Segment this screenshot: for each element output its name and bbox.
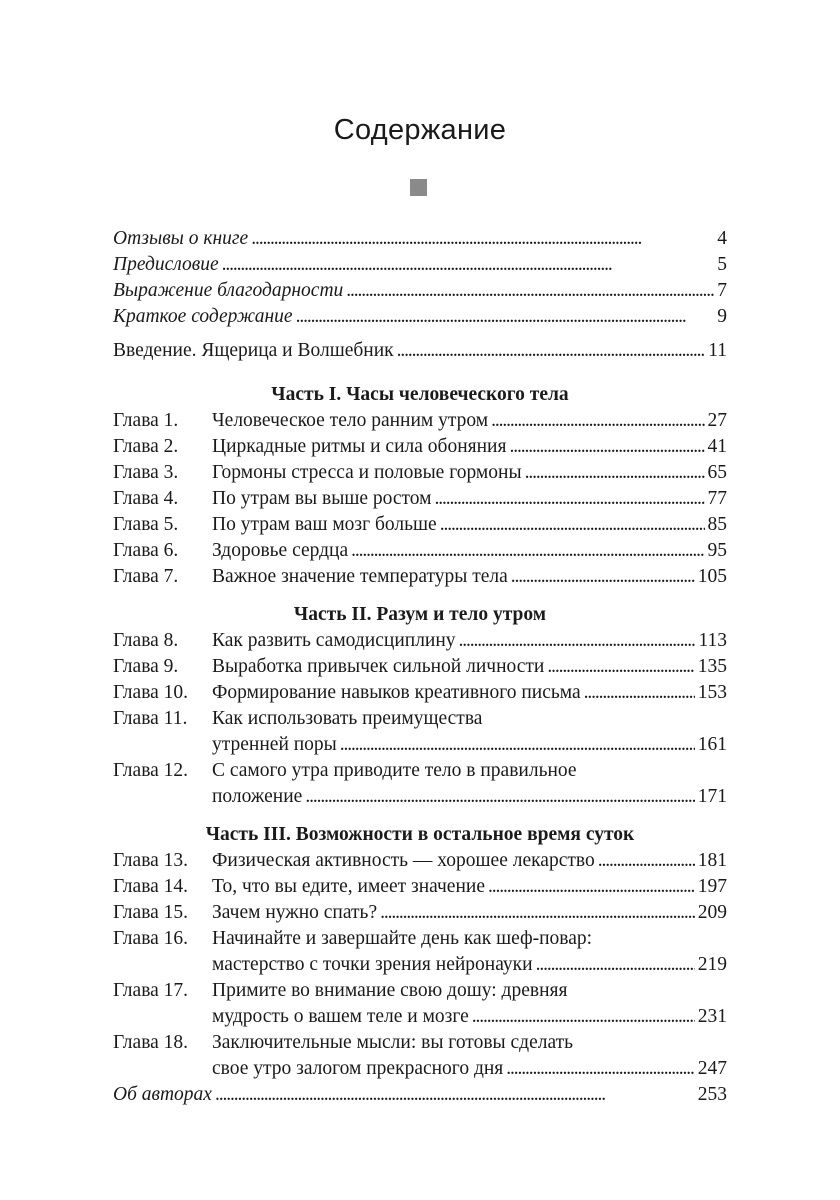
toc-chapter[interactable]: Глава 18. Заключительные мысли: вы готовы сделать [113, 1032, 574, 1053]
toc-chapter-cont[interactable]: утренней поры . . . 161 [113, 734, 727, 760]
toc-chapter[interactable]: Глава 10. Формирование навыков креативного письма . . . 153 [113, 682, 727, 708]
toc-front [113, 228, 727, 332]
toc-chapter[interactable]: Глава 15. Зачем нужно спать? . . . 209 [113, 902, 727, 928]
toc-entry[interactable]: Отзывы о книге . . . 4 [113, 228, 727, 254]
toc-chapter[interactable]: Глава 17. Примите во внимание свою дошу: древняя [113, 980, 568, 1001]
part-heading: Часть II. Разум и тело утром [293, 604, 547, 625]
toc-entry[interactable]: Краткое содержание . . . 9 [113, 306, 727, 332]
toc-chapter[interactable]: Глава 1. Человеческое тело ранним утром . . . 27 [113, 410, 727, 436]
ornament-square [410, 179, 427, 196]
toc-part-3 [113, 850, 727, 1110]
toc-chapter[interactable]: Глава 7. Важное значение температуры тела . . . 105 [113, 566, 727, 592]
toc-chapter-cont[interactable]: свое утро залогом прекрасного дня . . . 247 [113, 1058, 727, 1084]
page-title: Содержание [333, 114, 507, 146]
toc-entry[interactable]: Предисловие . . . 5 [113, 254, 727, 280]
toc-chapter[interactable]: Глава 9. Выработка привычек сильной личности . . . 135 [113, 656, 727, 682]
toc-chapter-cont[interactable]: мудрость о вашем теле и мозге . . . 231 [113, 1006, 727, 1032]
toc-chapter[interactable]: Глава 13. Физическая активность — хорошее лекарство . . . 181 [113, 850, 727, 876]
part-heading: Часть I. Часы человеческого тела [271, 384, 569, 405]
toc-intro [113, 340, 727, 366]
toc-chapter[interactable]: Глава 3. Гормоны стресса и половые гормоны . . . 65 [113, 462, 727, 488]
toc-entry[interactable]: Об авторах . . . 253 [113, 1084, 727, 1110]
toc-chapter[interactable]: Глава 4. По утрам вы выше ростом . . . 77 [113, 488, 727, 514]
toc-chapter[interactable]: Глава 6. Здоровье сердца . . . 95 [113, 540, 727, 566]
toc-chapter[interactable]: Глава 8. Как развить самодисциплину . . . 113 [113, 630, 727, 656]
toc-chapter-cont[interactable]: положение . . . 171 [113, 786, 727, 812]
toc-chapter[interactable]: Глава 12. С самого утра приводите тело в правильное [113, 760, 577, 781]
toc-chapter[interactable]: Глава 16. Начинайте и завершайте день как шеф-повар: [113, 928, 593, 949]
toc-chapter-cont[interactable]: мастерство с точки зрения нейронауки . . . 219 [113, 954, 727, 980]
toc-chapter[interactable]: Глава 14. То, что вы едите, имеет значение . . . 197 [113, 876, 727, 902]
toc-part-1 [113, 410, 727, 592]
toc-chapter[interactable]: Глава 5. По утрам ваш мозг больше . . . 85 [113, 514, 727, 540]
toc-entry[interactable]: Выражение благодарности . . . 7 [113, 280, 727, 306]
toc-entry[interactable]: Введение. Ящерица и Волшебник . . . 11 [113, 340, 727, 366]
toc-part-2 [113, 630, 727, 812]
toc-chapter[interactable]: Глава 11. Как использовать преимущества [113, 708, 483, 729]
part-heading: Часть III. Возможности в остальное время суток [205, 824, 635, 845]
toc-chapter[interactable]: Глава 2. Циркадные ритмы и сила обоняния . . . 41 [113, 436, 727, 462]
